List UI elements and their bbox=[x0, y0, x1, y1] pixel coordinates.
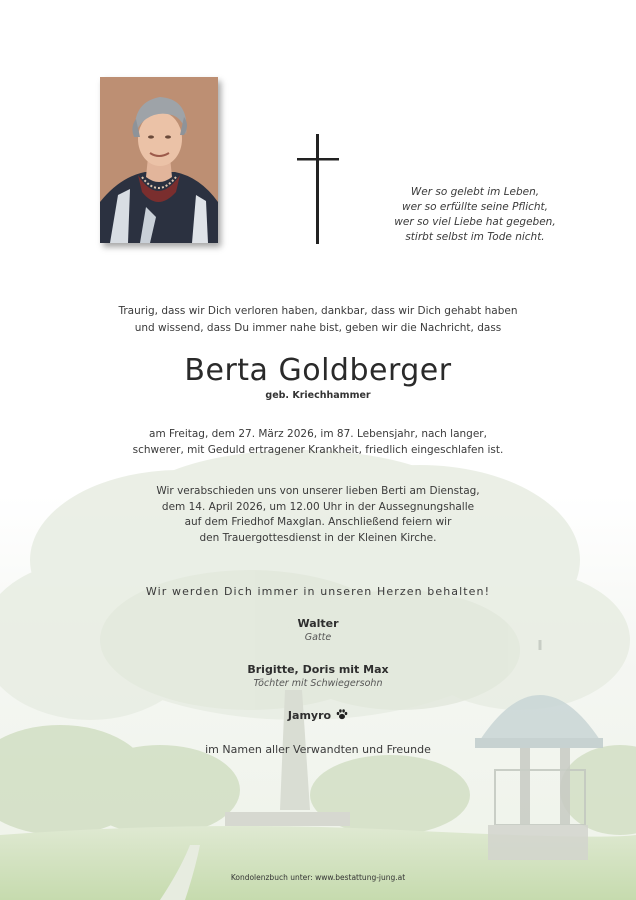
service-line: dem 14. April 2026, um 12.00 Uhr in der Aussegnungshalle bbox=[161, 500, 475, 513]
death-line: schwerer, mit Geduld ertragener Krankheit, friedlich eingeschlafen ist. bbox=[132, 443, 504, 456]
portrait-photo bbox=[100, 77, 218, 243]
poem-line: Wer so gelebt im Leben, bbox=[410, 186, 540, 198]
poem bbox=[375, 185, 575, 245]
mourner-name: Walter bbox=[297, 617, 339, 630]
motto: Wir werden Dich immer in unseren Herzen behalten! bbox=[145, 585, 491, 598]
service-line: Wir verabschieden uns von unserer lieben Berti am Dienstag, bbox=[156, 485, 480, 497]
service-line: den Trauergottesdienst in der Kleinen Kirche. bbox=[199, 531, 437, 544]
mourner-pet bbox=[0, 709, 636, 722]
funeral-service-info bbox=[40, 484, 596, 546]
maiden-name: geb. Kriechhammer bbox=[265, 390, 371, 401]
intro-line: und wissend, dass Du immer nahe bist, geben wir die Nachricht, dass bbox=[134, 321, 502, 334]
service-line: auf dem Friedhof Maxglan. Anschließend feiern wir bbox=[184, 516, 452, 528]
mourner-daughters bbox=[0, 663, 636, 689]
poem-line: wer so viel Liebe hat gegeben, bbox=[394, 216, 556, 228]
mourner-name: Jamyro bbox=[287, 709, 332, 722]
mourner-relation: Gatte bbox=[304, 632, 332, 643]
intro-line: Traurig, dass wir Dich verloren haben, dankbar, dass wir Dich gehabt haben bbox=[118, 305, 518, 317]
death-line: am Freitag, dem 27. März 2026, im 87. Lebensjahr, nach langer, bbox=[149, 428, 487, 440]
mourner-name: Brigitte, Doris mit Max bbox=[247, 663, 389, 676]
deceased-name: Berta Goldberger bbox=[184, 353, 452, 388]
poem-line: wer so erfüllte seine Pflicht, bbox=[401, 201, 549, 213]
intro-text bbox=[40, 303, 596, 336]
mourner-walter bbox=[0, 617, 636, 643]
closing-text: im Namen aller Verwandten und Freunde bbox=[205, 743, 431, 756]
poem-line: stirbt selbst im Tode nicht. bbox=[405, 231, 545, 243]
condolence-book-footer: Kondolenzbuch unter: www.bestattung-jung.at bbox=[230, 873, 406, 882]
mourner-relation: Töchter mit Schwiegersohn bbox=[253, 678, 383, 689]
cross-icon bbox=[297, 134, 339, 246]
death-notice bbox=[40, 427, 596, 458]
paw-icon bbox=[336, 709, 348, 720]
mourner-name-row bbox=[0, 709, 636, 722]
